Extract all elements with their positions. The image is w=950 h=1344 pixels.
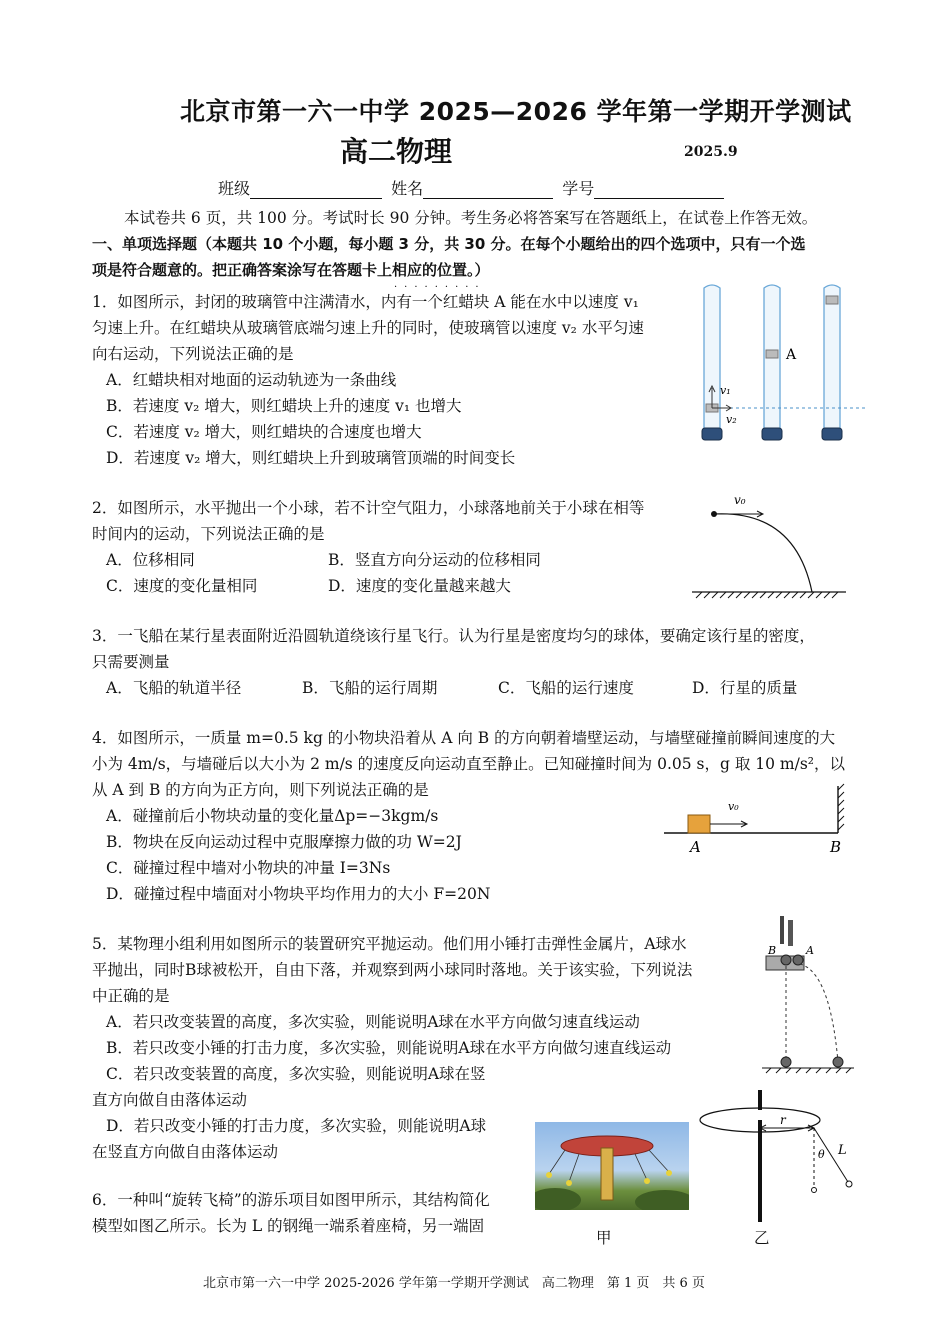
name-field[interactable] bbox=[423, 182, 553, 199]
q1-line2: 匀速上升。在红蜡块从玻璃管底端匀速上升的同时，使玻璃管以速度 v₂ 水平匀速 bbox=[92, 319, 644, 337]
q2-option-a: A．位移相同 bbox=[106, 551, 195, 569]
page-title: 北京市第一六一中学 2025—2026 学年第一学期开学测试 bbox=[180, 97, 852, 126]
q5-line2: 平抛出，同时B球被松开，自由下落，并观察到两小球同时落地。关于该实验，下列说法 bbox=[92, 961, 693, 979]
ride-tower bbox=[601, 1148, 613, 1200]
q4-option-a: A．碰撞前后小物块动量的变化量Δp=−3kgm/s bbox=[106, 807, 439, 825]
q1-line1: 1．如图所示，封闭的玻璃管中注满清水，内有一个红蜡块 A 能在水中以速度 v₁ bbox=[92, 293, 639, 311]
small-block bbox=[688, 815, 710, 833]
stopper-3 bbox=[822, 428, 842, 440]
q6-line2: 模型如图乙所示。长为 L 的钢绳一端系着座椅，另一端固 bbox=[92, 1217, 485, 1235]
q3-line1: 3．一飞船在某行星表面附近沿圆轨道绕该行星飞行。认为行星是密度均匀的球体，要确定该行星的密度， bbox=[92, 627, 815, 645]
q2-option-d: D．速度的变化量越来越大 bbox=[328, 577, 511, 595]
ball-b-landed bbox=[781, 1057, 791, 1067]
id-label: 学号 bbox=[562, 179, 595, 198]
q1-option-d: D．若速度 v₂ 增大，则红蜡块上升到玻璃管顶端的时间变长 bbox=[106, 449, 516, 467]
ball-a bbox=[793, 955, 803, 965]
a-trajectory bbox=[800, 964, 838, 1062]
seat bbox=[846, 1181, 852, 1187]
wax-block-3 bbox=[826, 296, 838, 304]
ball-a-landed bbox=[833, 1057, 843, 1067]
v0-label: v₀ bbox=[728, 800, 739, 813]
q3-option-d: D．行星的质量 bbox=[692, 679, 798, 697]
v1-label: v₁ bbox=[720, 384, 731, 397]
ball-b-label: B bbox=[768, 944, 777, 957]
ground-hatch bbox=[766, 1068, 851, 1073]
glass-tube-figure bbox=[690, 282, 870, 452]
q2-line1: 2．如图所示，水平抛出一个小球，若不计空气阻力，小球落地前关于小球在相等 bbox=[92, 499, 645, 517]
page-footer: 北京市第一六一中学 2025-2026 学年第一学期开学测试 高二物理 第 1 页 共 6 页 bbox=[203, 1276, 705, 1291]
q5-line1: 5．某物理小组利用如图所示的装置研究平抛运动。他们用小锤打击弹性金属片，A球水 bbox=[92, 935, 687, 953]
class-label: 班级 bbox=[218, 179, 251, 198]
q3-option-a: A．飞船的轨道半径 bbox=[106, 679, 242, 697]
q5-option-c-line2: 直方向做自由落体运动 bbox=[92, 1091, 248, 1109]
stopper-1 bbox=[702, 428, 722, 440]
q3-line2: 只需要测量 bbox=[92, 653, 170, 671]
radius-label: r bbox=[780, 1113, 786, 1127]
swing-model-figure bbox=[694, 1086, 864, 1226]
angle-label: θ bbox=[818, 1148, 825, 1161]
q6-line1: 6．一种叫“旋转飞椅”的游乐项目如图甲所示，其结构简化 bbox=[92, 1191, 490, 1209]
caption-yi: 乙 bbox=[754, 1229, 770, 1247]
q1-option-c: C．若速度 v₂ 增大，则红蜡块的合速度也增大 bbox=[106, 423, 422, 441]
stopper-2 bbox=[762, 428, 782, 440]
q2-option-b: B．竖直方向分运动的位移相同 bbox=[328, 551, 541, 569]
q4-option-d: D．碰撞过程中墙面对小物块平均作用力的大小 F=20N bbox=[106, 885, 491, 903]
q2-option-c: C．速度的变化量相同 bbox=[106, 577, 258, 595]
hammer-head bbox=[788, 920, 793, 946]
point-b-label: B bbox=[830, 838, 842, 856]
projectile-figure bbox=[690, 488, 850, 603]
length-label: L bbox=[838, 1143, 847, 1158]
wall-hatch bbox=[838, 784, 844, 830]
trajectory bbox=[714, 514, 812, 592]
section1-heading-line1: 一、单项选择题（本题共 10 个小题，每小题 3 分，共 30 分。在每个小题给出的四个选项中，只有一个选 bbox=[92, 235, 806, 253]
student-info-row bbox=[218, 176, 728, 199]
caption-jia: 甲 bbox=[596, 1229, 612, 1247]
q4-line1: 4．如图所示，一质量 m=0.5 kg 的小物块沿着从 A 向 B 的方向朝着墙壁运动，与墙壁碰撞前瞬间速度的大 bbox=[92, 729, 836, 747]
q4-option-b: B．物块在反向运动过程中克服摩擦力做的功 W=2J bbox=[106, 833, 462, 851]
ball-a-label: A bbox=[806, 944, 814, 957]
q3-option-b: B．飞船的运行周期 bbox=[302, 679, 438, 697]
v2-label: v₂ bbox=[726, 413, 737, 426]
q5-line3: 中正确的是 bbox=[92, 987, 170, 1005]
student-id-field[interactable] bbox=[594, 182, 724, 199]
q5-option-a: A．若只改变装置的高度，多次实验，则能说明A球在水平方向做匀速直线运动 bbox=[106, 1013, 640, 1031]
wax-block-2 bbox=[766, 350, 778, 358]
q5-option-d-line1: D．若只改变小锤的打击力度，多次实验，则能说明A球 bbox=[106, 1117, 487, 1135]
instructions: 本试卷共 6 页，共 100 分。考试时长 90 分钟。考生务必将答案写在答题纸上，在试卷上作答无效。 bbox=[124, 209, 818, 227]
emphasis-dots: ········· bbox=[394, 282, 486, 293]
q1-line3: 向右运动，下列说法正确的是 bbox=[92, 345, 294, 363]
q1-option-a: A．红蜡块相对地面的运动轨迹为一条曲线 bbox=[106, 371, 397, 389]
point-a-label: A bbox=[690, 838, 701, 856]
ball-b bbox=[781, 955, 791, 965]
q5-option-b: B．若只改变小锤的打击力度，多次实验，则能说明A球在水平方向做匀速直线运动 bbox=[106, 1039, 672, 1057]
q5-option-d-line2: 在竖直方向做自由落体运动 bbox=[92, 1143, 279, 1161]
q2-line2: 时间内的运动，下列说法正确的是 bbox=[92, 525, 325, 543]
q4-option-c: C．碰撞过程中墙对小物块的冲量 I=3Ns bbox=[106, 859, 391, 877]
tube-3 bbox=[824, 285, 840, 432]
name-label: 姓名 bbox=[391, 179, 424, 198]
projectile-apparatus-figure bbox=[758, 912, 858, 1077]
q4-line2: 小为 4m/s，与墙碰后以大小为 2 m/s 的速度反向运动直至静止。已知碰撞时间为 0.05 s，g 取 10 m/s²，以 bbox=[92, 755, 846, 773]
q4-line3: 从 A 到 B 的方向为正方向，则下列说法正确的是 bbox=[92, 781, 429, 799]
q5-option-c-line1: C．若只改变装置的高度，多次实验，则能说明A球在竖 bbox=[106, 1065, 486, 1083]
class-field[interactable] bbox=[250, 182, 382, 199]
swing-ride-photo bbox=[535, 1122, 689, 1210]
ground-hatch bbox=[696, 592, 838, 598]
hammer-handle bbox=[780, 916, 784, 944]
v0-label: v₀ bbox=[734, 493, 746, 507]
exam-date: 2025.9 bbox=[684, 144, 738, 160]
section1-heading-line2: 项是符合题意的。把正确答案涂写在答题卡上相应的位置。） bbox=[92, 261, 490, 279]
q1-option-b: B．若速度 v₂ 增大，则红蜡块上升的速度 v₁ 也增大 bbox=[106, 397, 462, 415]
q3-option-c: C．飞船的运行速度 bbox=[498, 679, 634, 697]
block-a-label: A bbox=[786, 347, 797, 363]
block-wall-figure bbox=[660, 780, 850, 860]
subject-title: 高二物理 bbox=[340, 135, 453, 168]
